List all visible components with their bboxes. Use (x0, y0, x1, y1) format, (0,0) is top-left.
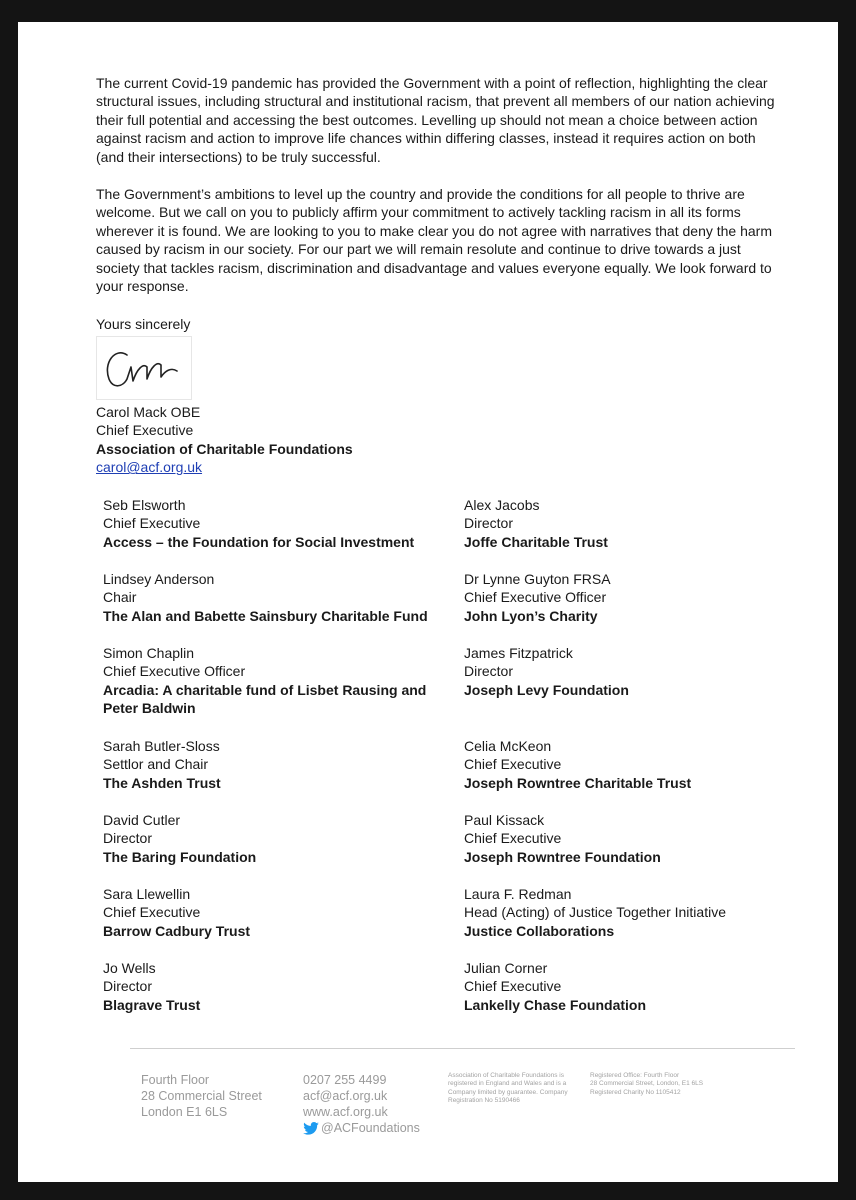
signatory-name: David Cutler (103, 812, 181, 828)
signatory-org: Joseph Rowntree Foundation (464, 848, 661, 865)
footer-phone: 0207 255 4499 (303, 1073, 387, 1087)
signatory-org: The Ashden Trust (103, 774, 221, 791)
signatory-name: Laura F. Redman (464, 886, 572, 902)
signatory-name: Lindsey Anderson (103, 571, 215, 587)
signatory-org: Barrow Cadbury Trust (103, 922, 251, 939)
signatory (464, 811, 834, 866)
footer-twitter[interactable] (303, 1120, 420, 1136)
footer-registered-line: 28 Commercial Street, London, E1 6LS (590, 1080, 704, 1088)
signatory-name: Celia McKeon (464, 738, 552, 754)
sender-name: Carol Mack OBE (96, 404, 201, 420)
signatory-name: Seb Elsworth (103, 497, 186, 513)
footer-divider (130, 1048, 795, 1049)
signatory-role: Director (103, 830, 153, 847)
signatory-role: Settlor and Chair (103, 756, 209, 773)
letter-page (18, 22, 838, 1182)
signatory-name: Alex Jacobs (464, 497, 540, 513)
signatory (103, 644, 473, 718)
signatory (103, 811, 473, 866)
signatory-name: Simon Chaplin (103, 645, 195, 661)
signatory (464, 644, 834, 699)
signatory-org: Joseph Levy Foundation (464, 681, 629, 698)
signatory-role: Chief Executive (464, 756, 562, 773)
footer-twitter-handle: @ACFoundations (321, 1121, 420, 1135)
signatory-org: Joseph Rowntree Charitable Trust (464, 774, 692, 791)
footer-address-line: 28 Commercial Street (141, 1089, 262, 1103)
signatory-org: Lankelly Chase Foundation (464, 996, 647, 1013)
signatory-role: Chief Executive (464, 978, 562, 995)
signatory-org: John Lyon’s Charity (464, 607, 598, 624)
signatory-name: Sara Llewellin (103, 886, 191, 902)
signatory-name: Dr Lynne Guyton FRSA (464, 571, 611, 587)
signatory-role: Chief Executive (103, 515, 201, 532)
signatory-org: Justice Collaborations (464, 922, 615, 939)
signatory-org: The Baring Foundation (103, 848, 257, 865)
signatory (464, 885, 834, 940)
footer-address (141, 1072, 262, 1120)
signatory (103, 885, 473, 940)
paragraph-1: The current Covid-19 pandemic has provided the Government with a point of reflection, highlighting the clear structural issues, including structural and institutional racism, that prevent all members of our nation achieving their full potential and accessing the best outcomes. Levelling up should not mean a choice between action against racism and action to improve life chances within differing classes, instead it requires action on both (and their intersections) to be truly successful. (96, 75, 775, 165)
signatory-role: Head (Acting) of Justice Together Initiative (464, 904, 726, 921)
footer-registered (590, 1072, 725, 1097)
footer-address-line: Fourth Floor (141, 1073, 210, 1087)
signatory (464, 570, 834, 625)
footer-contact (303, 1072, 420, 1136)
sender-role: Chief Executive (96, 422, 194, 439)
signatory-role: Director (464, 663, 514, 680)
signatory-name: Julian Corner (464, 960, 548, 976)
signature-image (96, 336, 192, 400)
signatory-org: Access – the Foundation for Social Investment (103, 533, 415, 550)
signatory-role: Chief Executive Officer (464, 589, 607, 606)
footer-registered-line: Registered Charity No 1105412 (590, 1088, 681, 1096)
signatory (103, 737, 473, 792)
signatory-name: Jo Wells (103, 960, 156, 976)
paragraph-2: The Government’s ambitions to level up the country and provide the conditions for all people to thrive are welcome. But we call on you to publicly affirm your commitment to actively tackling racism in all its forms wherever it is found. We are looking to you to make clear you do not agree with narratives that deny the harm caused by racism in our society. For our part we will remain resolute and continue to drive towards a just society that tackles racism, discrimination and disadvantage and values everyone equally. We look forward to your response. (96, 186, 772, 295)
signatory-org: The Alan and Babette Sainsbury Charitable Fund (103, 607, 428, 624)
twitter-icon (303, 1122, 319, 1135)
signatory-org: Arcadia: A charitable fund of Lisbet Rausing and Peter Baldwin (103, 681, 427, 717)
signatory-name: James Fitzpatrick (464, 645, 573, 661)
signatory (103, 959, 473, 1014)
signatory-name: Sarah Butler-Sloss (103, 738, 220, 754)
footer-email-link[interactable]: acf@acf.org.uk (303, 1089, 388, 1103)
footer-legal: Association of Charitable Foundations is registered in England and Wales and is a Company limited by guarantee. Company Registration No 5190466 (448, 1072, 568, 1104)
signatory-name: Paul Kissack (464, 812, 545, 828)
footer-address-line: London E1 6LS (141, 1105, 228, 1119)
sender-email-link[interactable]: carol@acf.org.uk (96, 459, 203, 476)
footer-registered-line: Registered Office: Fourth Floor (590, 1072, 680, 1079)
signatory (464, 496, 834, 551)
signatory (464, 737, 834, 792)
handwritten-signature (97, 337, 191, 399)
signatory-role: Director (103, 978, 153, 995)
signatory (103, 570, 473, 625)
signatory (103, 496, 473, 551)
signatory-role: Chief Executive (103, 904, 201, 921)
sender-block (96, 403, 353, 477)
closing: Yours sincerely (96, 316, 191, 332)
signatory-role: Director (464, 515, 514, 532)
signatory-role: Chair (103, 589, 137, 606)
sender-org: Association of Charitable Foundations (96, 440, 353, 457)
signatory-role: Chief Executive Officer (103, 663, 246, 680)
signatory-org: Blagrave Trust (103, 996, 201, 1013)
footer-website-link[interactable]: www.acf.org.uk (303, 1105, 388, 1119)
signatory-role: Chief Executive (464, 830, 562, 847)
signatory (464, 959, 834, 1014)
signatory-org: Joffe Charitable Trust (464, 533, 608, 550)
